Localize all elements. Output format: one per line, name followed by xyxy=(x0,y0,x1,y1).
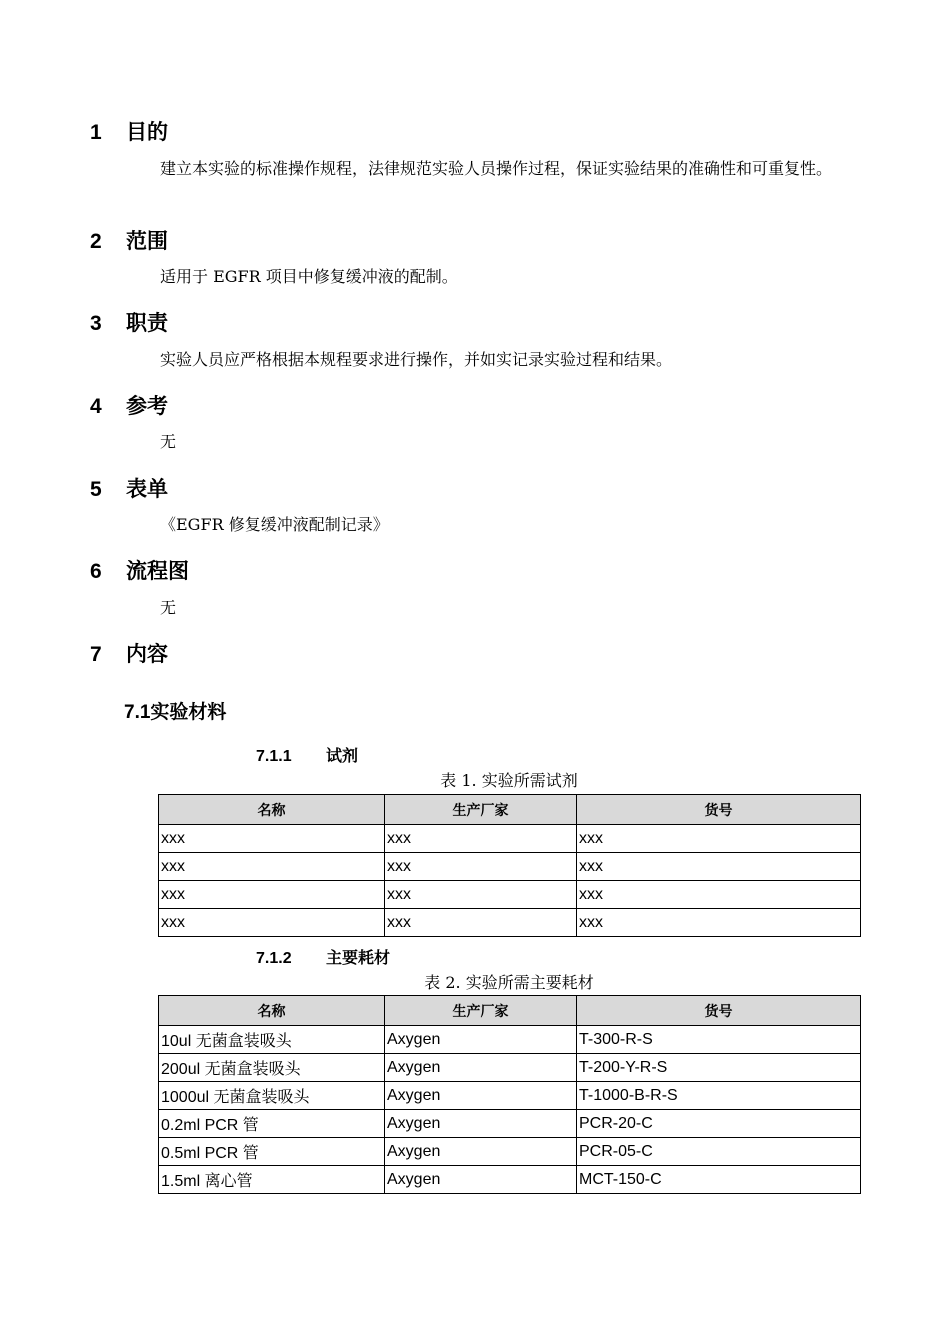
table-caption-consumables: 表 2. 实验所需主要耗材 xyxy=(424,973,594,992)
table-row xyxy=(159,1054,861,1082)
header-name: 名称 xyxy=(159,996,385,1026)
subsubsection-heading-reagents xyxy=(256,744,358,769)
table-header-row xyxy=(159,795,861,825)
subsubsection-heading-consumables xyxy=(256,946,390,971)
subsection-title: 实验材料 xyxy=(150,701,227,723)
cell-manufacturer: xxx xyxy=(385,909,577,937)
cell-manufacturer: Axygen xyxy=(385,1138,577,1166)
cell-manufacturer: Axygen xyxy=(385,1054,577,1082)
cell-manufacturer: xxx xyxy=(385,853,577,881)
table-caption-reagents: 表 1. 实验所需试剂 xyxy=(440,771,578,790)
section-number: 6 xyxy=(90,560,102,583)
consumables-table xyxy=(158,995,861,1194)
cell-catalog-number: xxx xyxy=(577,853,861,881)
cell-name: 1.5ml 离心管 xyxy=(159,1166,385,1194)
section-title: 目的 xyxy=(126,120,168,144)
cell-catalog-number: T-1000-B-R-S xyxy=(577,1082,861,1110)
section-heading-flowchart xyxy=(90,556,189,586)
cell-catalog-number: xxx xyxy=(577,881,861,909)
subsubsection-number: 7.1.2 xyxy=(256,950,292,967)
cell-name: 0.5ml PCR 管 xyxy=(159,1138,385,1166)
section-title: 表单 xyxy=(126,477,168,501)
form-text: 《EGFR 修复缓冲液配制记录》 xyxy=(160,515,389,534)
table-row xyxy=(159,1026,861,1054)
cell-name: xxx xyxy=(159,909,385,937)
reagents-table xyxy=(158,794,861,937)
subsubsection-title: 试剂 xyxy=(326,746,359,765)
cell-name: 1000ul 无菌盒装吸头 xyxy=(159,1082,385,1110)
subsection-number: 7.1 xyxy=(124,702,151,723)
section-title: 流程图 xyxy=(126,559,189,583)
section-title: 参考 xyxy=(126,394,168,418)
responsibility-text: 实验人员应严格根据本规程要求进行操作，并如实记录实验过程和结果。 xyxy=(160,350,673,369)
table-row xyxy=(159,1166,861,1194)
section-number: 1 xyxy=(90,121,102,144)
cell-manufacturer: Axygen xyxy=(385,1026,577,1054)
table-row xyxy=(159,1138,861,1166)
flowchart-text: 无 xyxy=(160,598,177,617)
purpose-paragraph xyxy=(126,155,862,182)
cell-name: xxx xyxy=(159,853,385,881)
table-row xyxy=(159,909,861,937)
cell-name: 200ul 无菌盒装吸头 xyxy=(159,1054,385,1082)
reference-text: 无 xyxy=(160,432,177,451)
section-number: 5 xyxy=(90,478,102,501)
cell-catalog-number: xxx xyxy=(577,909,861,937)
section-title: 内容 xyxy=(126,642,168,666)
header-catalog-number: 货号 xyxy=(577,795,861,825)
table-header-row xyxy=(159,996,861,1026)
section-heading-responsibility xyxy=(90,308,168,338)
section-number: 2 xyxy=(90,230,102,253)
cell-name: 0.2ml PCR 管 xyxy=(159,1110,385,1138)
subsubsection-title: 主要耗材 xyxy=(326,948,391,967)
subsection-heading-materials xyxy=(124,697,226,728)
cell-manufacturer: Axygen xyxy=(385,1082,577,1110)
section-heading-form xyxy=(90,474,168,504)
cell-catalog-number: MCT-150-C xyxy=(577,1166,861,1194)
cell-catalog-number: PCR-05-C xyxy=(577,1138,861,1166)
section-number: 3 xyxy=(90,312,102,335)
section-number: 7 xyxy=(90,643,102,666)
table-row xyxy=(159,853,861,881)
cell-manufacturer: xxx xyxy=(385,881,577,909)
cell-catalog-number: PCR-20-C xyxy=(577,1110,861,1138)
table-row xyxy=(159,881,861,909)
section-number: 4 xyxy=(90,395,102,418)
cell-manufacturer: Axygen xyxy=(385,1110,577,1138)
cell-name: xxx xyxy=(159,825,385,853)
header-manufacturer: 生产厂家 xyxy=(385,795,577,825)
section-heading-reference xyxy=(90,391,168,421)
section-heading-content xyxy=(90,639,168,669)
scope-text: 适用于 EGFR 项目中修复缓冲液的配制。 xyxy=(160,267,458,286)
table-row xyxy=(159,1082,861,1110)
section-title: 范围 xyxy=(126,229,168,253)
table-row xyxy=(159,825,861,853)
cell-manufacturer: xxx xyxy=(385,825,577,853)
cell-manufacturer: Axygen xyxy=(385,1166,577,1194)
header-catalog-number: 货号 xyxy=(577,996,861,1026)
cell-catalog-number: T-200-Y-R-S xyxy=(577,1054,861,1082)
cell-name: 10ul 无菌盒装吸头 xyxy=(159,1026,385,1054)
cell-catalog-number: xxx xyxy=(577,825,861,853)
purpose-text: 建立本实验的标准操作规程，法律规范实验人员操作过程，保证实验结果的准确性和可重复性。 xyxy=(160,159,833,178)
table-row xyxy=(159,1110,861,1138)
section-heading-purpose xyxy=(90,117,168,147)
header-name: 名称 xyxy=(159,795,385,825)
cell-catalog-number: T-300-R-S xyxy=(577,1026,861,1054)
section-heading-scope xyxy=(90,226,168,256)
subsubsection-number: 7.1.1 xyxy=(256,748,292,765)
section-title: 职责 xyxy=(126,311,168,335)
header-manufacturer: 生产厂家 xyxy=(385,996,577,1026)
cell-name: xxx xyxy=(159,881,385,909)
